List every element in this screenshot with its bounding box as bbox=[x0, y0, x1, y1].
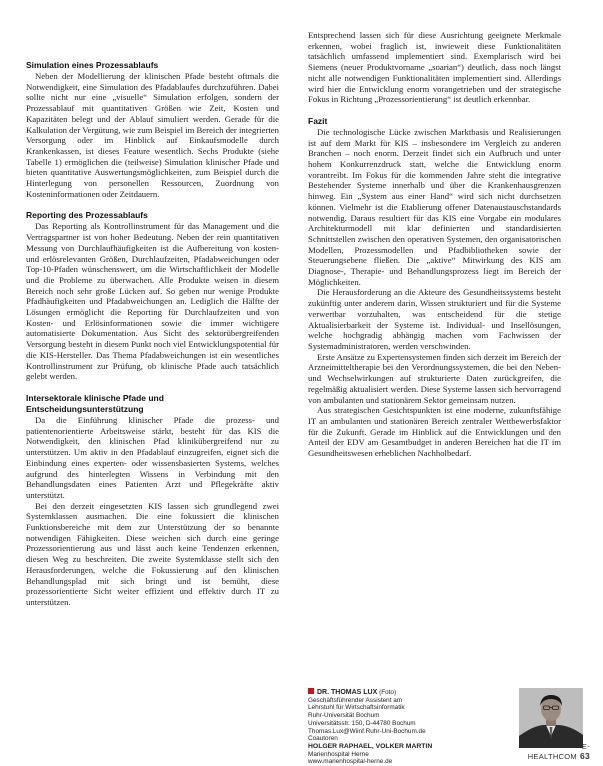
author-name: DR. THOMAS LUX bbox=[317, 689, 378, 696]
author-chair: Lehrstuhl für Wirtschaftsinformatik bbox=[308, 704, 405, 712]
paragraph-fazit-3: Erste Ansätze zu Expertensystemen finden sich derzeit im Bereich der Arzneimitteltherapie bei den Verordnungssystemen, die bei den Neben- und Wechselwirkungen auf strukturierte Daten zurückgreifen, die regelmäßig aktualisiert werden. Diese Systeme lassen sich hervorragend von ambulanten und stationärem Sektor gemeinsam nutzen. bbox=[308, 351, 561, 405]
coauthor-affiliation: Marienhospital Herne bbox=[308, 750, 369, 758]
heading-fazit: Fazit bbox=[308, 115, 328, 126]
author-address: Universitätsstr. 150, D-44780 Bochum bbox=[308, 719, 416, 727]
paragraph-intersektoral-1: Da die Einführung klinischer Pfade die prozess- und patientenorientierte Arbeitsweise stärkt, besteht für das KIS die Notwendigkeit, den klinischen Pfad klinikübergreifend nur zu unterstützen. Um aktiv in den Pfadablauf einzugreifen, eignet sich die Einbindung eines experten- oder wissensbasierten Systems, welches aufgrund des hinterlegten Wissens in Verbindung mit den Behandlungsdaten eines Patienten Arzt und Pflegekräfte aktiv unterstützt. bbox=[26, 414, 279, 500]
paragraph-fazit-1: Die technologische Lücke zwischen Marktbasis und Realisierungen ist auf dem Markt für KIS – insbesondere im Vergleich zu anderen Branchen – noch enorm. Derzeit findet sich ein Aufbruch und unter hohem Konkurrenzdruck statt, welche die Entwicklung enorm vorantreibt. Im Fokus für die kommenden Jahre steht die integrative Bestehender Systeme innerhalb und über die Krankenhausgrenzen hinweg. Ein „System aus einer Hand“ wird sich nicht durchsetzen können. Vielmehr ist die Etablierung offener Datenaustauschstandards notwendig. Daraus resultiert für das KIS eine Vorgabe ein modulares Architekturmodell mit klar definierten und standardisierten Schnittstellen zwischen den operativen Systemen, den organisatorischen Modellen, Prozessmodellen und Pfadbibliotheken sowie der Steuerungsebene fließen. Die „aktive“ Mitwirkung des KIS am Diagnose-, Therapie- und Behandlungsprozess liegt im Bereich der Möglichkeiten. bbox=[308, 126, 561, 287]
heading-intersektoral: Intersektorale klinische Pfade und Entscheidungsunterstützung bbox=[26, 392, 164, 414]
paragraph-intersektoral-2: Bei den derzeit eingesetzten KIS lassen sich grundlegend zwei Systemklassen ausmachen. Die eine fokussiert die klinischen Funktionsbereiche mit dem zur Unterstützung der so benannte notwendigen Fähigkeiten. Diese weichen sich durch eine geringe Prozessorientierung aus und lässt auch keine Tendenzen erkennen, diesen Weg zu beschreiten. Die zweite Systemklasse stellt sich den Herausforderungen, welche die Fokussierung auf den klinischen Behandlungsplad mit sich bringt und ist bemüht, diese prozessorientierte Sicht weiter effizient und effektiv durch IT zu unterstützen. bbox=[26, 500, 279, 607]
paragraph-fazit-4: Aus strategischen Gesichtspunkten ist eine moderne, zukunftsfähige IT an ambulanten und stationären Bereich zentraler Wettbewerbsfaktor für die Zukunft. Gerade im Hinblick auf die Entwicklungen und den Anteil der EDV am Gesamtbudget in anderen Bereichen hat die IT im Gesundheitswesen erheblichen Nachholbedarf. bbox=[308, 405, 561, 459]
coauthor-website[interactable]: www.marienhospital-herne.de bbox=[308, 758, 393, 766]
heading-simulation: Simulation eines Prozessablaufs bbox=[26, 60, 159, 70]
square-bullet-icon bbox=[308, 688, 314, 694]
author-email[interactable]: Thomas.Lux@Wiinf.Ruhr-Uni-Bochum.de bbox=[308, 727, 426, 735]
portrait-image bbox=[519, 688, 583, 748]
paragraph-reporting: Das Reporting als Kontrollinstrument für das Management und die Vertragspartner ist von hoher Bedeutung. Neben der rein quantitativen Messung von Durchlaufhäufigkeiten ist die Aufbereitung von kosten- und erlösrelevanten Größen, Durchlaufzeiten, Pfadabweichungen oder Top-10-Pfaden wünschenswert, um die Wirtschaftlichkeit der Modelle und die Probleme zu überwachen. Alle Produkte weisen in diesem Bereich noch sehr große Lücken auf. So geben nur wenige Produkte Pfadhäufigkeiten und Pfadabweichungen an. Lediglich die Hälfte der Lösungen ermöglicht die Reporting für Durchlaufzeiten und von Kosten- und Erlösinformationen sowie die immer wichtigere automatisierte Dokumentation. Aus Sicht des sektorübergreifenden Versorgung besteht in diesem Punkt noch viel Entwicklungspotential für die KIS-Hersteller. Das Thema Pfadabweichungen ist ein wesentliches Kontrollinstrument zur Prüfung, ob klinische Pfade auch tatsächlich gelebt werden. bbox=[26, 221, 279, 382]
author-name-line bbox=[308, 688, 508, 697]
coauthors-label: Coautoren bbox=[308, 735, 338, 743]
author-role: Geschäftsführender Assistent am bbox=[308, 696, 403, 704]
author-university: Ruhr-Universität Bochum bbox=[308, 712, 380, 720]
paragraph-continuation: Entsprechend lassen sich für diese Ausrichtung geeignete Merkmale erkennen, wobei fraglich ist, inwieweit diese Funktionalitäten tatsächlich umfassend implementiert sind. Exemplarisch wird bei Siemens (neuer Produktvorname „soarian“) deutlich, dass noch längst nicht alle notwendigen Funktionalitäten implementiert sind. Allerdings wird hier die Entwicklung enorm vorangetrieben und der strategische Fokus in Richtung „Prozessorientierung“ ist deutlich erkennbar. bbox=[308, 30, 561, 105]
author-box bbox=[308, 688, 508, 766]
magazine-name: E-HEALTHCOM bbox=[527, 742, 590, 761]
right-column bbox=[308, 30, 561, 459]
page-number: 63 bbox=[579, 751, 590, 761]
paragraph-fazit-2: Die Herausforderung an die Akteure des Gesundheitssystems besteht zukünftig unter anderem darin, Wissen strukturiert und für die Systeme verwertbar vorzuhalten, was entscheidend für die stetige Aktualisierbarkeit der Systeme ist. Individual- und Insellösungen, welche hochgradig abhängig machen vom Fachwissen der Systemadministratoren, werden verschwinden. bbox=[308, 287, 561, 351]
paragraph-simulation: Neben der Modellierung der klinischen Pfade besteht oftmals die Notwendigkeit, eine Simulation des Pfadablaufes durchzuführen. Dabei sollte nicht nur eine „visuelle“ Simulation erfolgen, sondern der Prozessablauf mit quantitativen Größen wie Zeit, Kosten und Kapazitäten belegt und der Ablauf simuliert werden. Gerade für die Kalkulation der Vergütung, wie zum Beispiel im Bereich der integrierten Versorgung oder im Hinblick auf Einkaufsmodelle durch Krankenkassen, ist dieses Feature wesentlich. Sechs Produkte (siehe Tabelle 1) ermöglichen die (teilweise) Simulation klinischer Pfade und bieten quantitative Auswertungsmöglichkeiten, zum Beispiel durch die Hinterlegung von personellen Ressourcen, Zuordnung von Kosteninformationen oder Zeitdauern. bbox=[26, 71, 279, 199]
coauthor-names: HOLGER RAPHAEL, VOLKER MARTIN bbox=[308, 742, 433, 750]
photo-credit: (Foto) bbox=[379, 689, 397, 696]
heading-reporting: Reporting des Prozessablaufs bbox=[26, 210, 148, 221]
author-portrait bbox=[519, 688, 583, 748]
page-footer bbox=[520, 742, 590, 761]
left-column bbox=[26, 60, 279, 608]
